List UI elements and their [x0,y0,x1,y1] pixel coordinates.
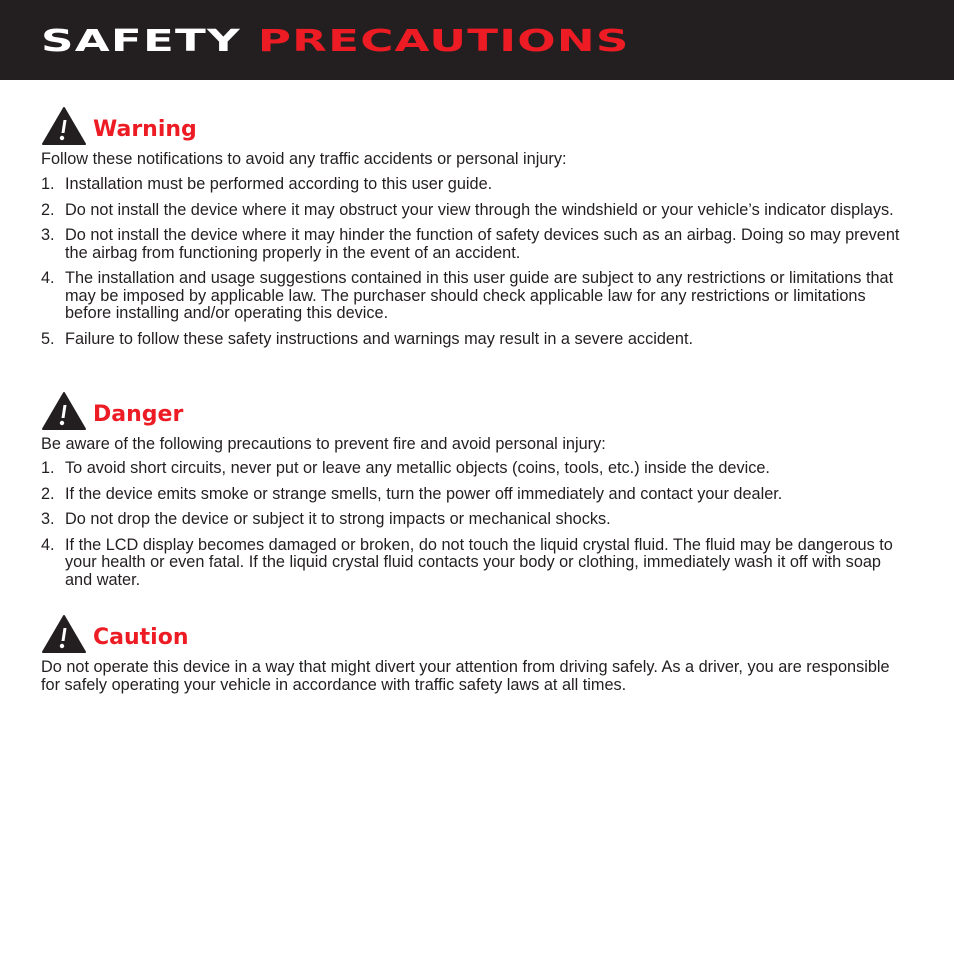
list-item-number: 3. [41,510,55,528]
list-item-text: Installation must be performed according to this user guide. [65,175,493,193]
list-item [41,486,911,504]
list-item-text: If the device emits smoke or strange smells, turn the power off immediately and contact your dealer. [65,484,783,503]
page-title-word-safety: SAFETY [41,22,241,59]
list-item [41,202,911,220]
caution-section [41,614,911,694]
warning-triangle-icon [41,614,87,654]
list-item [41,227,911,262]
page-title-word-precautions: PRECAUTIONS [257,22,630,59]
caution-heading [41,614,911,654]
warning-intro: Follow these notifications to avoid any traffic accidents or personal injury: [41,150,567,168]
list-item-text: Failure to follow these safety instructions and warnings may result in a severe accident. [65,329,694,348]
danger-intro: Be aware of the following precautions to prevent fire and avoid personal injury: [41,435,606,453]
danger-list [41,460,911,589]
warning-heading [41,106,911,146]
list-item-text: If the LCD display becomes damaged or broken, do not touch the liquid crystal fluid. The fluid may be dangerous to your health or even fatal. If the liquid crystal fluid contacts your body or clothing, immediately wash it off with soap and water. [65,535,893,589]
list-item [41,331,911,349]
header-banner [0,0,954,80]
list-item-number: 2. [41,484,55,503]
page-title [41,22,630,59]
danger-title: Danger [93,402,184,427]
warning-triangle-icon [41,106,87,146]
caution-title: Caution [93,625,189,650]
list-item-number: 4. [41,535,55,554]
caution-text: Do not operate this device in a way that might divert your attention from driving safely. As a driver, you are responsible for safely operating your vehicle in accordance with traffic safety laws at all times. [41,658,890,694]
list-item [41,460,911,478]
list-item-number: 2. [41,200,55,219]
list-item-number: 1. [41,175,55,193]
list-item-number: 3. [41,226,55,244]
list-item [41,176,911,194]
list-item-text: Do not install the device where it may hinder the function of safety devices such as an airbag. Doing so may prevent the airbag from functioning properly in the event of an accident. [65,226,900,262]
list-item-text: Do not install the device where it may obstruct your view through the windshield or your vehicle’s indicator displays. [65,200,894,219]
list-item-text: Do not drop the device or subject it to strong impacts or mechanical shocks. [65,510,611,528]
list-item [41,270,911,323]
warning-triangle-icon [41,391,87,431]
list-item-number: 4. [41,269,55,287]
warning-section [41,106,911,348]
list-item [41,511,911,529]
danger-section [41,391,911,589]
list-item [41,537,911,590]
warning-title: Warning [93,117,197,142]
list-item-number: 1. [41,459,55,477]
list-item-number: 5. [41,329,55,348]
warning-list [41,176,911,348]
list-item-text: The installation and usage suggestions contained in this user guide are subject to any restrictions or limitations that may be imposed by applicable law. The purchaser should check applicable law for any restrictions or limitations before installing and/or operating this device. [65,269,894,322]
danger-heading [41,391,911,431]
list-item-text: To avoid short circuits, never put or leave any metallic objects (coins, tools, etc.) inside the device. [65,459,770,477]
